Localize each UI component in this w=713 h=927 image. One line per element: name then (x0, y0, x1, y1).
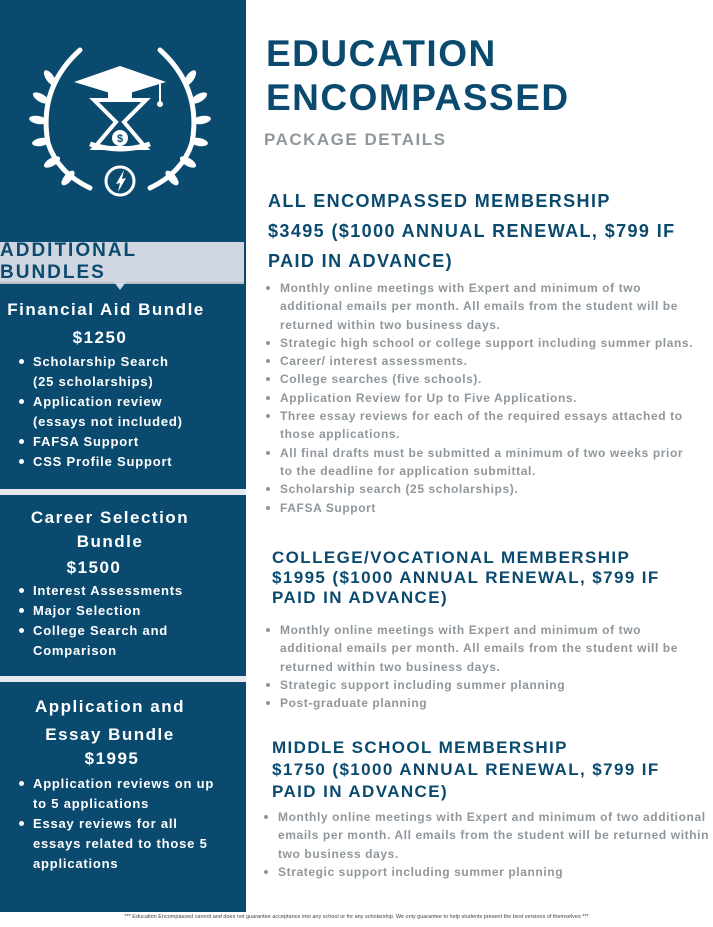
application-essay-title-line2: Essay Bundle (45, 725, 175, 744)
list-item: Application review (33, 392, 183, 412)
package-price-line1: $3495 ($1000 ANNUAL RENEWAL, $799 IF (268, 221, 676, 241)
hourglass-graduation-cap-laurel-compass-logo-icon (28, 38, 212, 198)
page-subtitle: PACKAGE DETAILS (264, 130, 447, 149)
bundle-divider (0, 489, 246, 495)
list-item: Post-graduate planning (265, 694, 678, 712)
college-vocational-list (265, 621, 678, 712)
list-item: Monthly online meetings with Expert and minimum of two additional (263, 808, 709, 826)
list-item-continuation: two business days. (278, 846, 399, 861)
list-item: CSS Profile Support (33, 452, 183, 472)
list-item: Monthly online meetings with Expert and minimum of two (265, 279, 693, 297)
package-name: COLLEGE/VOCATIONAL MEMBERSHIP (272, 548, 631, 567)
application-essay-bundle-list (0, 774, 214, 874)
list-item-continuation: to the deadline for application submittal. (280, 463, 536, 478)
list-item: FAFSA Support (265, 499, 693, 517)
career-selection-title-line1: Career Selection (30, 508, 190, 527)
sidebar (0, 0, 246, 912)
career-selection-bundle-price: $1500 (66, 558, 122, 577)
list-item: College Search and (33, 621, 183, 641)
all-encompassed-heading (268, 186, 676, 276)
career-selection-title-line2: Bundle (76, 532, 144, 551)
list-item: Major Selection (33, 601, 183, 621)
page-title (266, 32, 570, 120)
middle-school-list (263, 808, 709, 881)
list-item-continuation: applications (33, 856, 119, 871)
list-item: Scholarship Search (33, 352, 183, 372)
package-price-line1: $1750 ($1000 ANNUAL RENEWAL, $799 IF (272, 760, 660, 779)
list-item: Interest Assessments (33, 581, 183, 601)
list-item: Strategic support including summer planning (265, 676, 678, 694)
list-item-continuation: those applications. (280, 427, 401, 442)
list-item-continuation: additional emails per month. All emails from the student will be (280, 641, 679, 656)
bundle-divider (0, 676, 246, 682)
list-item: Monthly online meetings with Expert and minimum of two (265, 621, 678, 639)
disclaimer-footer: *** Education Encompassed cannot and does not guarantee acceptance into any school or for any scholarship. We only guarantee to help students present the best versions of themselves *** (124, 914, 589, 920)
page-title-line1: EDUCATION (266, 33, 497, 74)
list-item-continuation: emails per month. All emails from the student will be returned within (278, 828, 710, 843)
list-item: Scholarship search (25 scholarships). (265, 480, 693, 498)
college-vocational-heading (272, 548, 660, 608)
career-selection-bundle-list (0, 581, 183, 661)
package-price-line2: PAID IN ADVANCE) (268, 251, 454, 271)
financial-aid-bundle-title: Financial Aid Bundle (7, 300, 205, 319)
list-item-continuation: essays related to those 5 (33, 836, 208, 851)
all-encompassed-list (265, 279, 693, 517)
package-name: ALL ENCOMPASSED MEMBERSHIP (268, 191, 611, 211)
package-price-line2: PAID IN ADVANCE) (272, 782, 449, 801)
list-item: Strategic support including summer planning (263, 863, 709, 881)
package-price-line2: PAID IN ADVANCE) (272, 588, 449, 607)
list-item-continuation: to 5 applications (33, 796, 150, 811)
list-item-continuation: returned within two business days. (280, 659, 501, 674)
application-essay-title-line1: Application and (35, 697, 185, 716)
list-item: FAFSA Support (33, 432, 183, 452)
application-essay-bundle-title (0, 693, 220, 749)
list-item: Career/ interest assessments. (265, 352, 693, 370)
financial-aid-bundle-list (0, 352, 183, 472)
list-item: Essay reviews for all (33, 814, 214, 834)
career-selection-bundle-title (0, 506, 220, 554)
page-title-line2: ENCOMPASSED (266, 77, 570, 118)
financial-aid-bundle-price: $1250 (72, 328, 128, 347)
list-item-continuation: additional emails per month. All emails from the student will be (280, 299, 679, 314)
list-item: College searches (five schools). (265, 370, 693, 388)
list-item-continuation: Comparison (33, 643, 117, 658)
list-item-continuation: returned within two business days. (280, 317, 501, 332)
package-name: MIDDLE SCHOOL MEMBERSHIP (272, 738, 568, 757)
list-item: Application Review for Up to Five Applications. (265, 389, 693, 407)
additional-bundles-heading: ADDITIONAL BUNDLES (0, 240, 137, 283)
list-item: Application reviews on up (33, 774, 214, 794)
additional-bundles-banner (0, 242, 244, 284)
list-item: Strategic high school or college support including summer plans. (265, 334, 693, 352)
application-essay-bundle-price: $1995 (84, 749, 140, 768)
package-price-line1: $1995 ($1000 ANNUAL RENEWAL, $799 IF (272, 568, 660, 587)
banner-pointer-icon (114, 282, 126, 290)
list-item: All final drafts must be submitted a minimum of two weeks prior (265, 444, 693, 462)
list-item-continuation: (25 scholarships) (33, 374, 154, 389)
svg-text:$: $ (116, 133, 124, 145)
list-item: Three essay reviews for each of the required essays attached to (265, 407, 693, 425)
list-item-continuation: (essays not included) (33, 414, 183, 429)
middle-school-heading (272, 737, 660, 803)
